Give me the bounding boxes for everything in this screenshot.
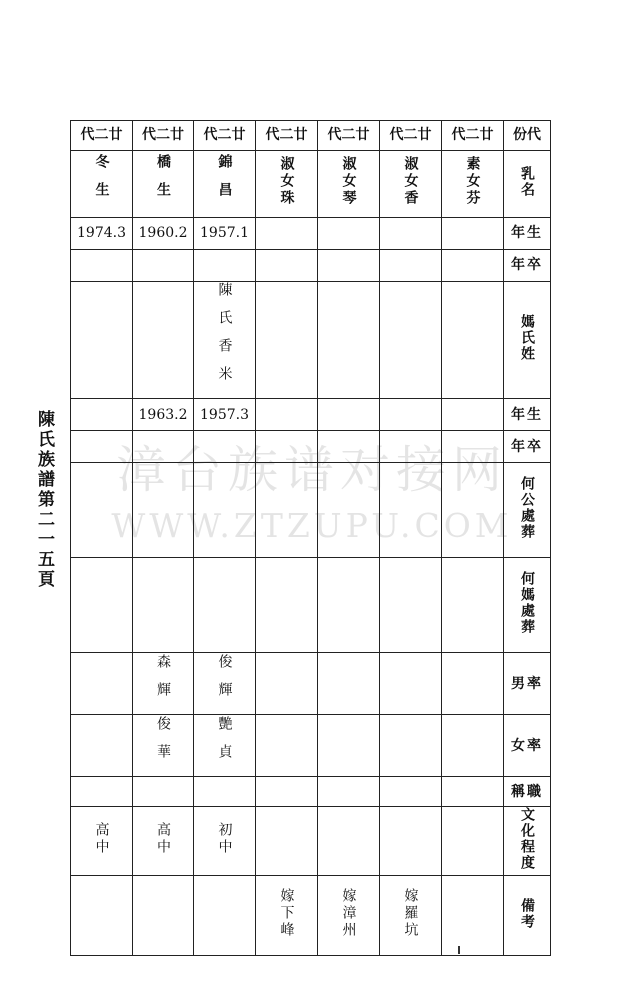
education-cell: 高中 <box>71 807 133 876</box>
watermark-title: 漳台族谱对接网 <box>116 441 508 499</box>
row-label-spouse-birth: 年生 <box>504 399 551 431</box>
remarks-cell <box>194 876 256 956</box>
birth-cell: 1960.2 <box>133 218 194 250</box>
row-label-spouse-burial: 何媽處葬 <box>504 558 551 653</box>
burial-row <box>71 463 551 558</box>
name-cell: 冬生 <box>71 151 133 218</box>
daughters-cell: 俊華 <box>133 715 194 777</box>
name-row <box>71 151 551 218</box>
generation-row <box>71 121 551 151</box>
generation-cell: 代二廿 <box>194 121 256 151</box>
generation-cell: 代二廿 <box>442 121 504 151</box>
remarks-cell <box>442 876 504 956</box>
title-row <box>71 777 551 807</box>
daughters-cell <box>71 715 133 777</box>
spouse-cell: 陳氏香米 <box>194 282 256 399</box>
birth-cell: 1957.1 <box>194 218 256 250</box>
education-row <box>71 807 551 876</box>
spouse-death-row <box>71 431 551 463</box>
generation-cell: 代二廿 <box>380 121 442 151</box>
spouse-birth-cell <box>71 399 133 431</box>
death-row <box>71 250 551 282</box>
row-label-burial: 何公處葬 <box>504 463 551 558</box>
generation-cell: 代二廿 <box>133 121 194 151</box>
sons-cell: 俊輝 <box>194 653 256 715</box>
remarks-cell <box>133 876 194 956</box>
daughters-row <box>71 715 551 777</box>
remarks-cell: 嫁漳州 <box>318 876 380 956</box>
row-label-name: 乳名 <box>504 151 551 218</box>
birth-row <box>71 218 551 250</box>
spouse-cell <box>71 282 133 399</box>
row-label-sons: 男率 <box>504 653 551 715</box>
birth-cell <box>318 218 380 250</box>
name-cell: 錦昌 <box>194 151 256 218</box>
birth-cell <box>380 218 442 250</box>
daughters-cell: 艷貞 <box>194 715 256 777</box>
row-label-spouse-death: 年卒 <box>504 431 551 463</box>
sons-row <box>71 653 551 715</box>
remarks-row <box>71 876 551 956</box>
row-label-spouse: 媽氏姓 <box>504 282 551 399</box>
spouse-birth-cell: 1957.3 <box>194 399 256 431</box>
spouse-cell <box>133 282 194 399</box>
remarks-cell: 嫁下峰 <box>256 876 318 956</box>
genealogy-table <box>70 120 551 956</box>
sons-cell: 森輝 <box>133 653 194 715</box>
generation-cell: 代二廿 <box>256 121 318 151</box>
row-label-birth: 年生 <box>504 218 551 250</box>
page-side-title: 陳氏族譜第二一五頁 <box>34 410 54 590</box>
birth-cell <box>442 218 504 250</box>
generation-cell: 代二廿 <box>318 121 380 151</box>
spouse-row <box>71 282 551 399</box>
sons-cell <box>71 653 133 715</box>
remarks-cell <box>71 876 133 956</box>
education-cell: 高中 <box>133 807 194 876</box>
row-label-remarks: 備考 <box>504 876 551 956</box>
generation-cell: 代二廿 <box>71 121 133 151</box>
row-label-daughters: 女率 <box>504 715 551 777</box>
remarks-cell: 嫁羅坑 <box>380 876 442 956</box>
ink-mark <box>458 946 460 954</box>
education-cell: 初中 <box>194 807 256 876</box>
name-cell: 淑女珠 <box>256 151 318 218</box>
name-cell: 淑女香 <box>380 151 442 218</box>
birth-cell: 1974.3 <box>71 218 133 250</box>
row-label-education: 文化程度 <box>504 807 551 876</box>
name-cell: 橋生 <box>133 151 194 218</box>
birth-cell <box>256 218 318 250</box>
name-cell: 淑女琴 <box>318 151 380 218</box>
spouse-burial-row <box>71 558 551 653</box>
row-label-death: 年卒 <box>504 250 551 282</box>
spouse-birth-cell: 1963.2 <box>133 399 194 431</box>
watermark-url: WWW.ZTZUPU.COM <box>111 506 513 545</box>
name-cell: 素女芬 <box>442 151 504 218</box>
spouse-birth-row <box>71 399 551 431</box>
generation-label: 份代 <box>504 121 551 151</box>
row-label-title: 稱職 <box>504 777 551 807</box>
